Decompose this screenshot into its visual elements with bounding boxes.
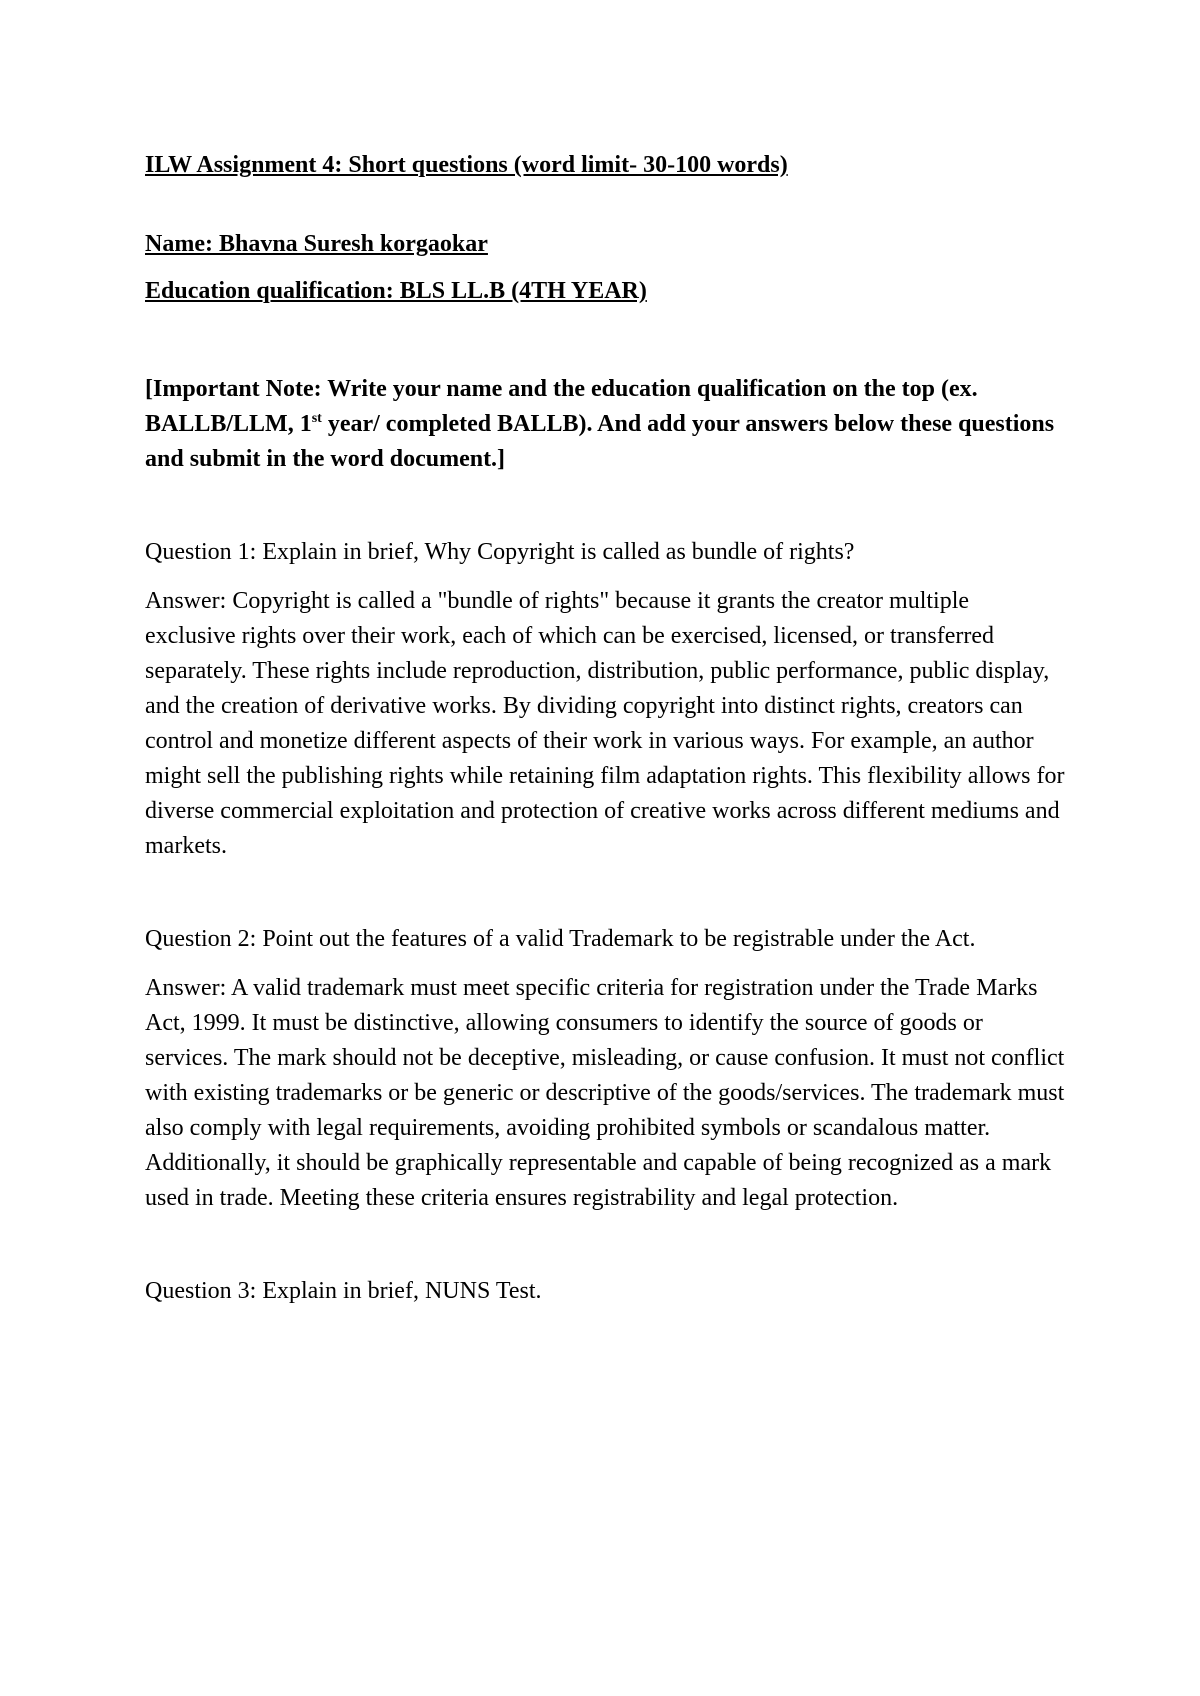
- answer-1: Answer: Copyright is called a "bundle of rights" because it grants the creator multiple exclusive rights over their work, each of which can be exercised, licensed, or transferred separately. These rights include reproduction, distribution, public performance, public display, and the creation of derivative works. By dividing copyright into distinct rights, creators can control and monetize different aspects of their work in various ways. For example, an author might sell the publishing rights while retaining film adaptation rights. This flexibility allows for diverse commercial exploitation and protection of creative works across different mediums and markets.: [145, 588, 1065, 859]
- document-body: [145, 148, 1065, 1309]
- important-note-part2: year/ completed BALLB). And add your answers below these questions and submit in the word document.]: [145, 411, 1055, 472]
- question-1: Question 1: Explain in brief, Why Copyright is called as bundle of rights?: [145, 539, 855, 565]
- question-2: Question 2: Point out the features of a valid Trademark to be registrable under the Act.: [145, 926, 976, 952]
- important-note-part1: [Important Note: Write your name and the education qualification on the top (ex. BALLB/LLM, 1: [145, 376, 978, 437]
- question-3: Question 3: Explain in brief, NUNS Test.: [145, 1278, 542, 1304]
- important-note-superscript: st: [311, 411, 322, 426]
- education-qualification: Education qualification: BLS LL.B (4TH YEAR): [145, 278, 647, 304]
- student-name: Name: Bhavna Suresh korgaokar: [145, 231, 488, 257]
- important-note: [145, 372, 1065, 477]
- answer-2: Answer: A valid trademark must meet specific criteria for registration under the Trade Marks Act, 1999. It must be distinctive, allowing consumers to identify the source of goods or services. The mark should not be deceptive, misleading, or cause confusion. It must not conflict with existing trademarks or be generic or descriptive of the goods/services. The trademark must also comply with legal requirements, avoiding prohibited symbols or scandalous matter. Additionally, it should be graphically representable and capable of being recognized as a mark used in trade. Meeting these criteria ensures registrability and legal protection.: [145, 975, 1065, 1211]
- assignment-title: ILW Assignment 4: Short questions (word limit- 30-100 words): [145, 152, 788, 178]
